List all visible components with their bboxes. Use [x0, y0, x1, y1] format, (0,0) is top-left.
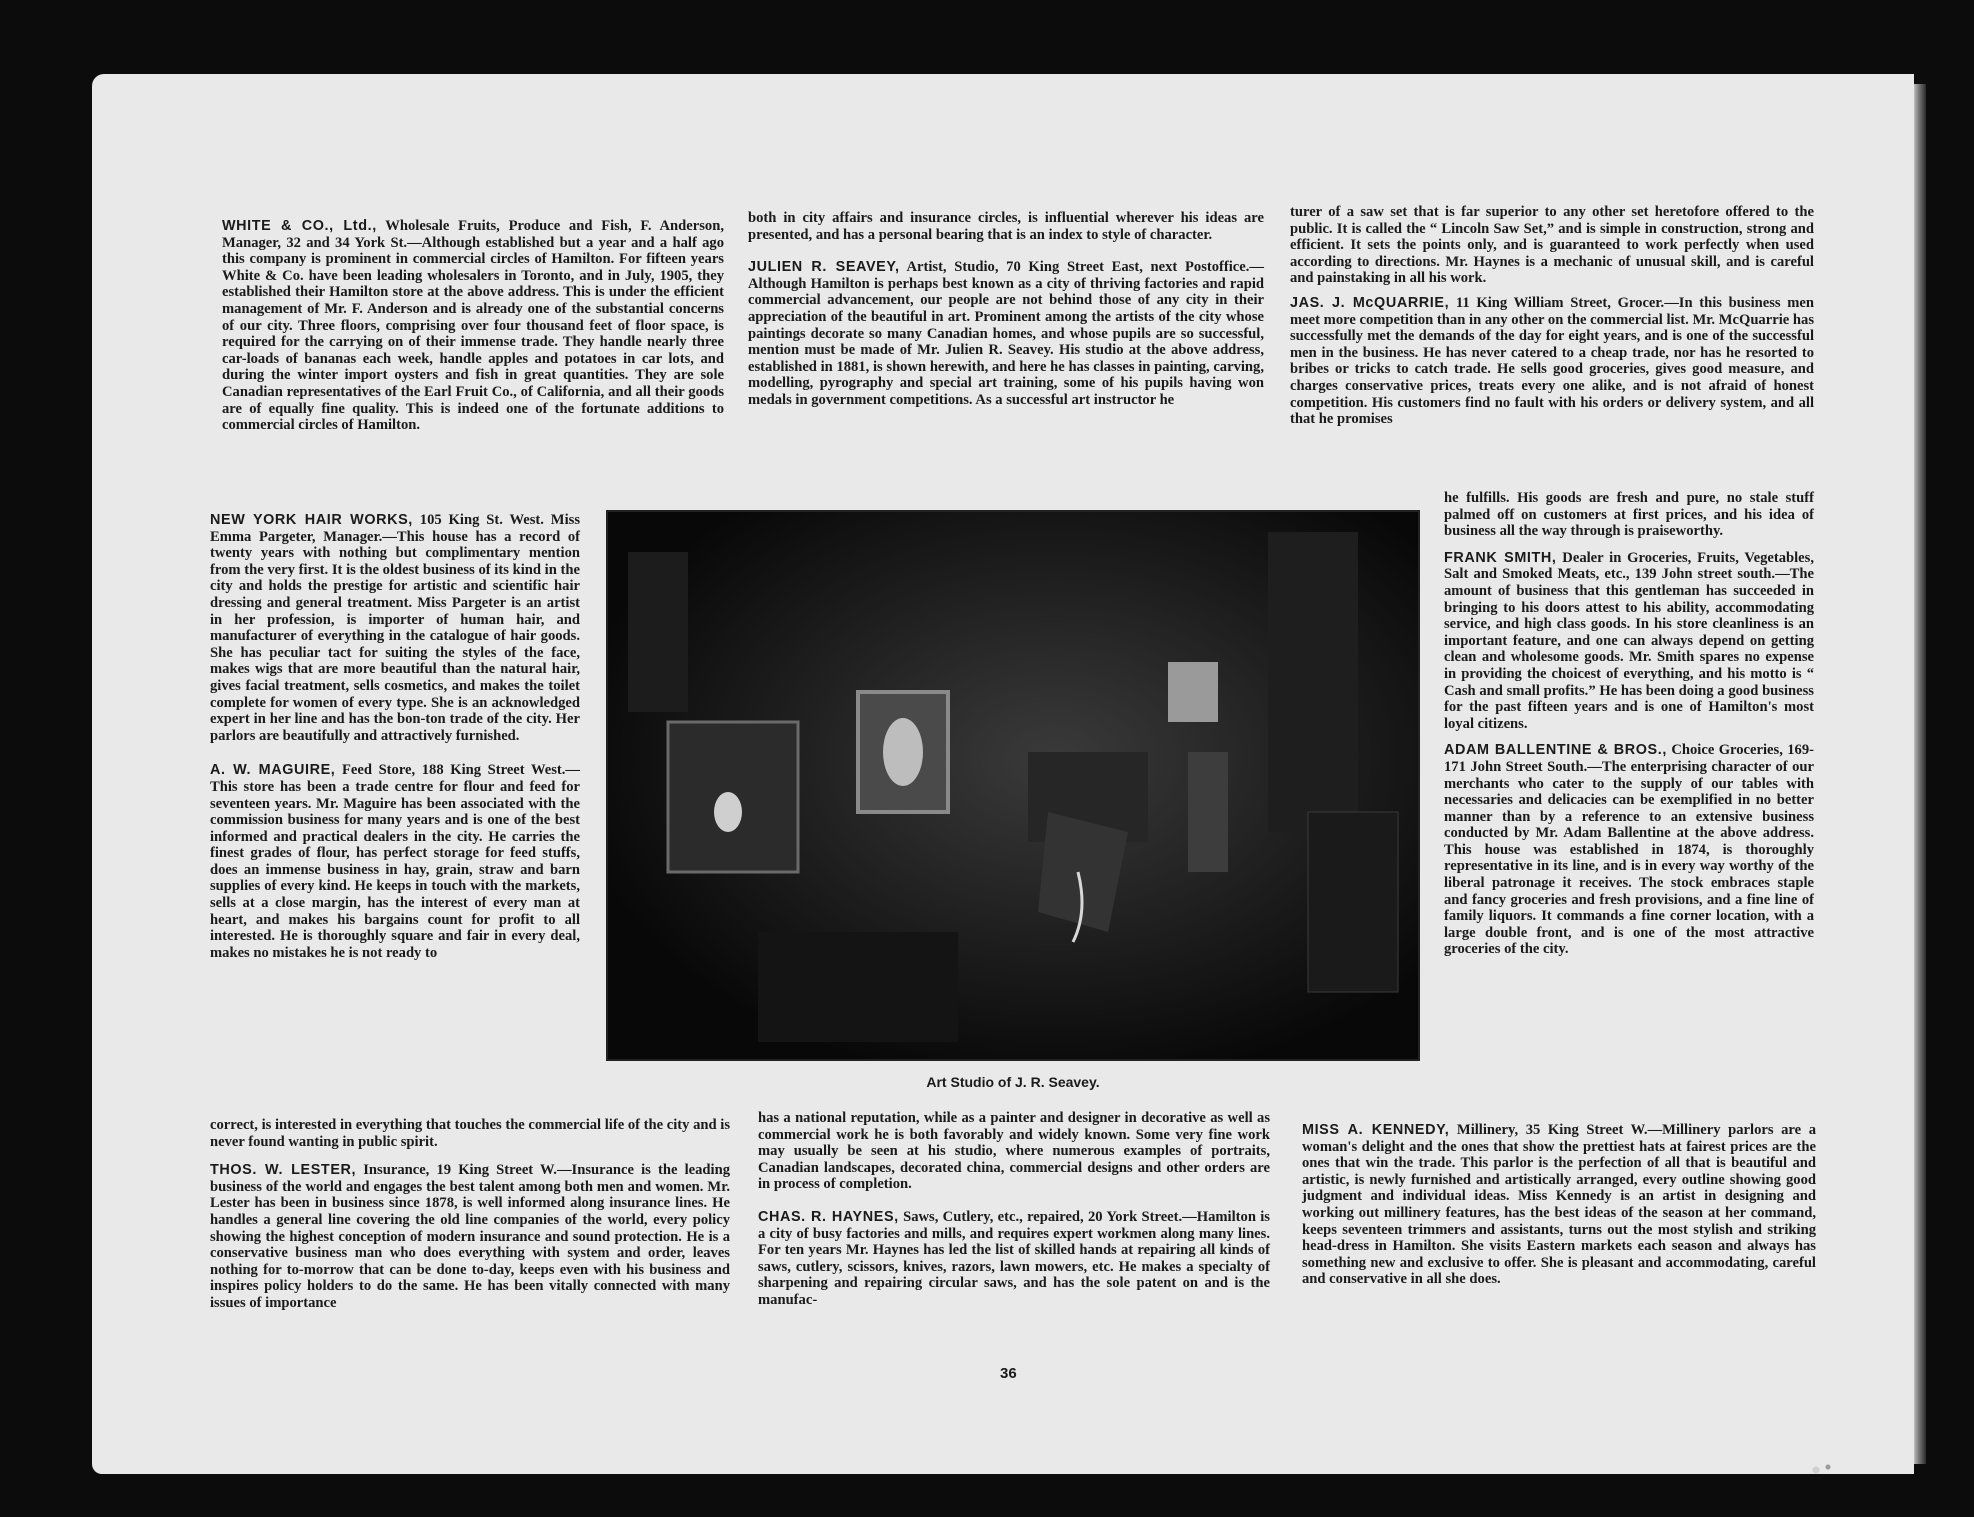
article-body: Wholesale Fruits, Produce and Fish, F. Anderson, Manager, 32 and 34 York St.—Although established but a year and a half ago this company is prominent in commercial circles of Hamilton. For fifteen years White & Co. have been leading wholesalers in Toronto, and in July, 1905, they established their Hamilton store at the above address. This is under the efficient management of Mr. F. Anderson and is already one of the substantial concerns of our city. Three floors, comprising over four thousand feet of floor space, is required for the carrying on of their immense trade. They handle nearly three car-loads of bananas each week, handle apples and potatoes in car lots, and during the winter import oysters and fish in great quantities. They are sole Canadian representatives of the Earl Fruit Co., of California, and all their goods are of equally fine quality. This is indeed one of the fortunate additions to commercial circles of Hamilton.	[222, 218, 724, 434]
article-smith	[1444, 550, 1814, 733]
article-seavey-continued: has a national reputation, while as a painter and designer in decorative as well as commercial work he is both favorably and widely known. Some very fine work may usually be seen at his studio, where numerous examples of portraits, Canadian landscapes, decorated china, commercial designs and other orders are in process of completion.	[758, 1110, 1270, 1193]
article-ballentine	[1444, 742, 1814, 958]
article-body: 11 King William Street, Grocer.—In this business men meet more competition than in any other on the commercial list. Mr. McQuarrie has successfully met the demands of the day for eight years, and is one of the successful men in the business. He has never catered to a cheap trade, nor has he resorted to bribes or tricks to catch trade. He sells good groceries, gives good measure, and charges conservative prices, treats every one alike, and is not afraid of honest competition. His customers find no fault with his orders or delivery system, and all that he promises	[1290, 294, 1814, 428]
article-lester-continued: both in city affairs and insurance circles, is influential wherever his ideas are presented, and has a personal bearing that is an index to style of character.	[748, 210, 1264, 243]
article-heading: A. W. MAGUIRE,	[210, 762, 336, 779]
page-number: 36	[1000, 1365, 1017, 1382]
article-body: Choice Groceries, 169-171 John Street South.—The enterprising character of our merchants who cater to the supply of our tables with necessaries and delicacies can be exemplified in no better manner than by a reference to an extensive business conducted by Mr. Adam Ballentine at the above address. This house was established in 1874, is thoroughly representative in its line, and is in every way worthy of the liberal patronage it receives. The stock embraces staple and fancy groceries and fresh provisions, and a fine line of family liquors. It commands a fine corner location, with a large double front, and is one of the most attractive groceries of the city.	[1444, 742, 1814, 958]
article-heading: JAS. J. McQUARRIE,	[1290, 294, 1450, 311]
article-body: 105 King St. West. Miss Emma Pargeter, Manager.—This house has a record of twenty years with nothing but complimentary mention from the very first. It is the oldest business of its kind in the city and holds the prestige for artistic and scientific hair dressing and general treatment. Miss Pargeter is an artist in her profession, is importer of human hair, and manufacturer of everything in the catalogue of hair goods. She has peculiar tact for suiting the styles of the face, makes wigs that are more beautiful than the natural hair, gives facial treatment, sells cosmetics, and makes the toilet complete for women of every type. She is an acknowledged expert in her line and has the bon-ton trade of the city. Her parlors are beautifully and attractively furnished.	[210, 512, 580, 744]
article-heading: ADAM BALLENTINE & BROS.,	[1444, 742, 1667, 759]
article-maguire	[210, 762, 580, 961]
column-right-top	[1290, 204, 1814, 438]
article-haynes-continued: turer of a saw set that is far superior to any other set heretofore offered to the public. It is called the “ Lincoln Saw Set,” and is simple in construction, strong and efficient. It sets the points only, and is guaranteed to work perfectly when used according to directions. Mr. Haynes is a mechanic of unusual skill, and is careful and painstaking in all his work.	[1290, 204, 1814, 287]
column-left-top	[222, 218, 724, 444]
article-body: Saws, Cutlery, etc., repaired, 20 York Street.—Hamilton is a city of busy factories and mills, and requires expert workmen along many lines. For ten years Mr. Haynes has led the list of skilled hands at repairing all kinds of saws, cutlery, scissors, knives, razors, lawn mowers, etc. He makes a specialty of sharpening and repairing circular saws, and has the sole patent on and is the manufac-	[758, 1208, 1270, 1308]
column-left-narrow	[210, 512, 580, 971]
scan-artifact	[1800, 1455, 1840, 1485]
article-heading: JULIEN R. SEAVEY,	[748, 259, 900, 276]
article-hair	[210, 512, 580, 744]
article-heading: NEW YORK HAIR WORKS,	[210, 512, 413, 528]
article-haynes	[758, 1209, 1270, 1309]
studio-interior-image	[608, 512, 1418, 1059]
article-kennedy	[1302, 1122, 1816, 1288]
article-body: Dealer in Groceries, Fruits, Vegetables, Salt and Smoked Meats, etc., 139 John street south.—The amount of business that this gentleman has succeeded in bringing to his doors attest to his ability, accommodating service, and high class goods. In his store cleanliness is an important feature, and one can always depend on getting clean and wholesome goods. Mr. Smith spares no expense in providing the choicest of everything, and his motto is “ Cash and small profits.” He has been doing a good business for the past fifteen years and is one of Hamilton's most loyal citizens.	[1444, 549, 1814, 732]
column-right-narrow	[1444, 490, 1814, 968]
column-right-bottom	[1302, 1122, 1816, 1298]
photo-caption: Art Studio of J. R. Seavey.	[926, 1074, 1100, 1090]
article-body: Insurance, 19 King Street W.—Insurance is the leading business of the world and engages the best talent among both men and women. Mr. Lester has been in business since 1878, is well informed along insurance lines. He handles a general line covering the old line companies of the world, every policy showing the highest conception of modern insurance and sound protection. He is a conservative business man who does everything with system and order, leaves nothing for to-morrow that can be done to-day, keeps even with his business and inspires policy holders to do the same. He has been vitally connected with many issues of importance	[210, 1162, 730, 1311]
article-heading: WHITE & CO., Ltd.,	[222, 218, 377, 234]
article-heading: THOS. W. LESTER,	[210, 1162, 357, 1179]
art-studio-photo	[606, 510, 1420, 1061]
page-edge	[1914, 84, 1926, 1464]
article-heading: CHAS. R. HAYNES,	[758, 1208, 899, 1225]
column-left-bottom	[210, 1117, 730, 1322]
article-mcquarrie-continued: he fulfills. His goods are fresh and pure, no stale stuff palmed off on customers at first prices, and his idea of business all the way through is praiseworthy.	[1444, 490, 1814, 540]
article-white	[222, 218, 724, 434]
article-body: Millinery, 35 King Street W.—Millinery parlors are a woman's delight and the ones that show the prettiest hats at fairest prices are the ones that win the trade. This parlor is the perfection of all that is beautiful and artistic, is newly furnished and artistically arranged, every outline showing good judgment and individual ideas. Miss Kennedy is an artist in designing and working out millinery features, has the best ideas of the season at her command, keeps seventeen trimmers and assistants, turns out the most stylish and striking head-dress in Hamilton. She visits Eastern markets each season and always has something new and exclusive to offer. She is pleasant and accommodating, careful and conservative in all she does.	[1302, 1122, 1817, 1288]
article-heading: MISS A. KENNEDY,	[1302, 1122, 1450, 1138]
article-heading: FRANK SMITH,	[1444, 549, 1557, 566]
article-lester	[210, 1162, 730, 1311]
column-middle-bottom	[758, 1110, 1270, 1319]
article-seavey	[748, 259, 1264, 408]
article-maguire-continued: correct, is interested in everything that touches the commercial life of the city and is never found wanting in public spirit.	[210, 1117, 730, 1150]
article-body: Artist, Studio, 70 King Street East, next Postoffice.—Although Hamilton is perhaps best known as a city of thriving factories and rapid commercial advancement, our people are not behind those of any city in their appreciation of the beautiful in art. Prominent among the artists of the city whose paintings decorate so many Canadian homes, and whose pupils are so successful, mention must be made of Mr. Julien R. Seavey. His studio at the above address, established in 1881, is shown herewith, and here he has classes in painting, carving, modelling, pyrography and special art training, some of his pupils having won medals in government competitions. As a successful art instructor he	[748, 259, 1264, 408]
article-mcquarrie	[1290, 295, 1814, 428]
column-middle-top	[748, 210, 1264, 419]
article-body: Feed Store, 188 King Street West.—This store has been a trade centre for flour and feed for seventeen years. Mr. Maguire has been associated with the commission business for many years and is one of the best informed and practical dealers in the city. He carries the finest grades of flour, has perfect storage for feed stuffs, does an immense business in hay, grain, straw and barn supplies of every kind. He keeps in touch with the markets, sells at a close margin, has the interest of every man at heart, and makes his bargains count for profit to all interested. He is thoroughly square and fair in every deal, makes no mistakes he is not ready to	[210, 762, 581, 961]
